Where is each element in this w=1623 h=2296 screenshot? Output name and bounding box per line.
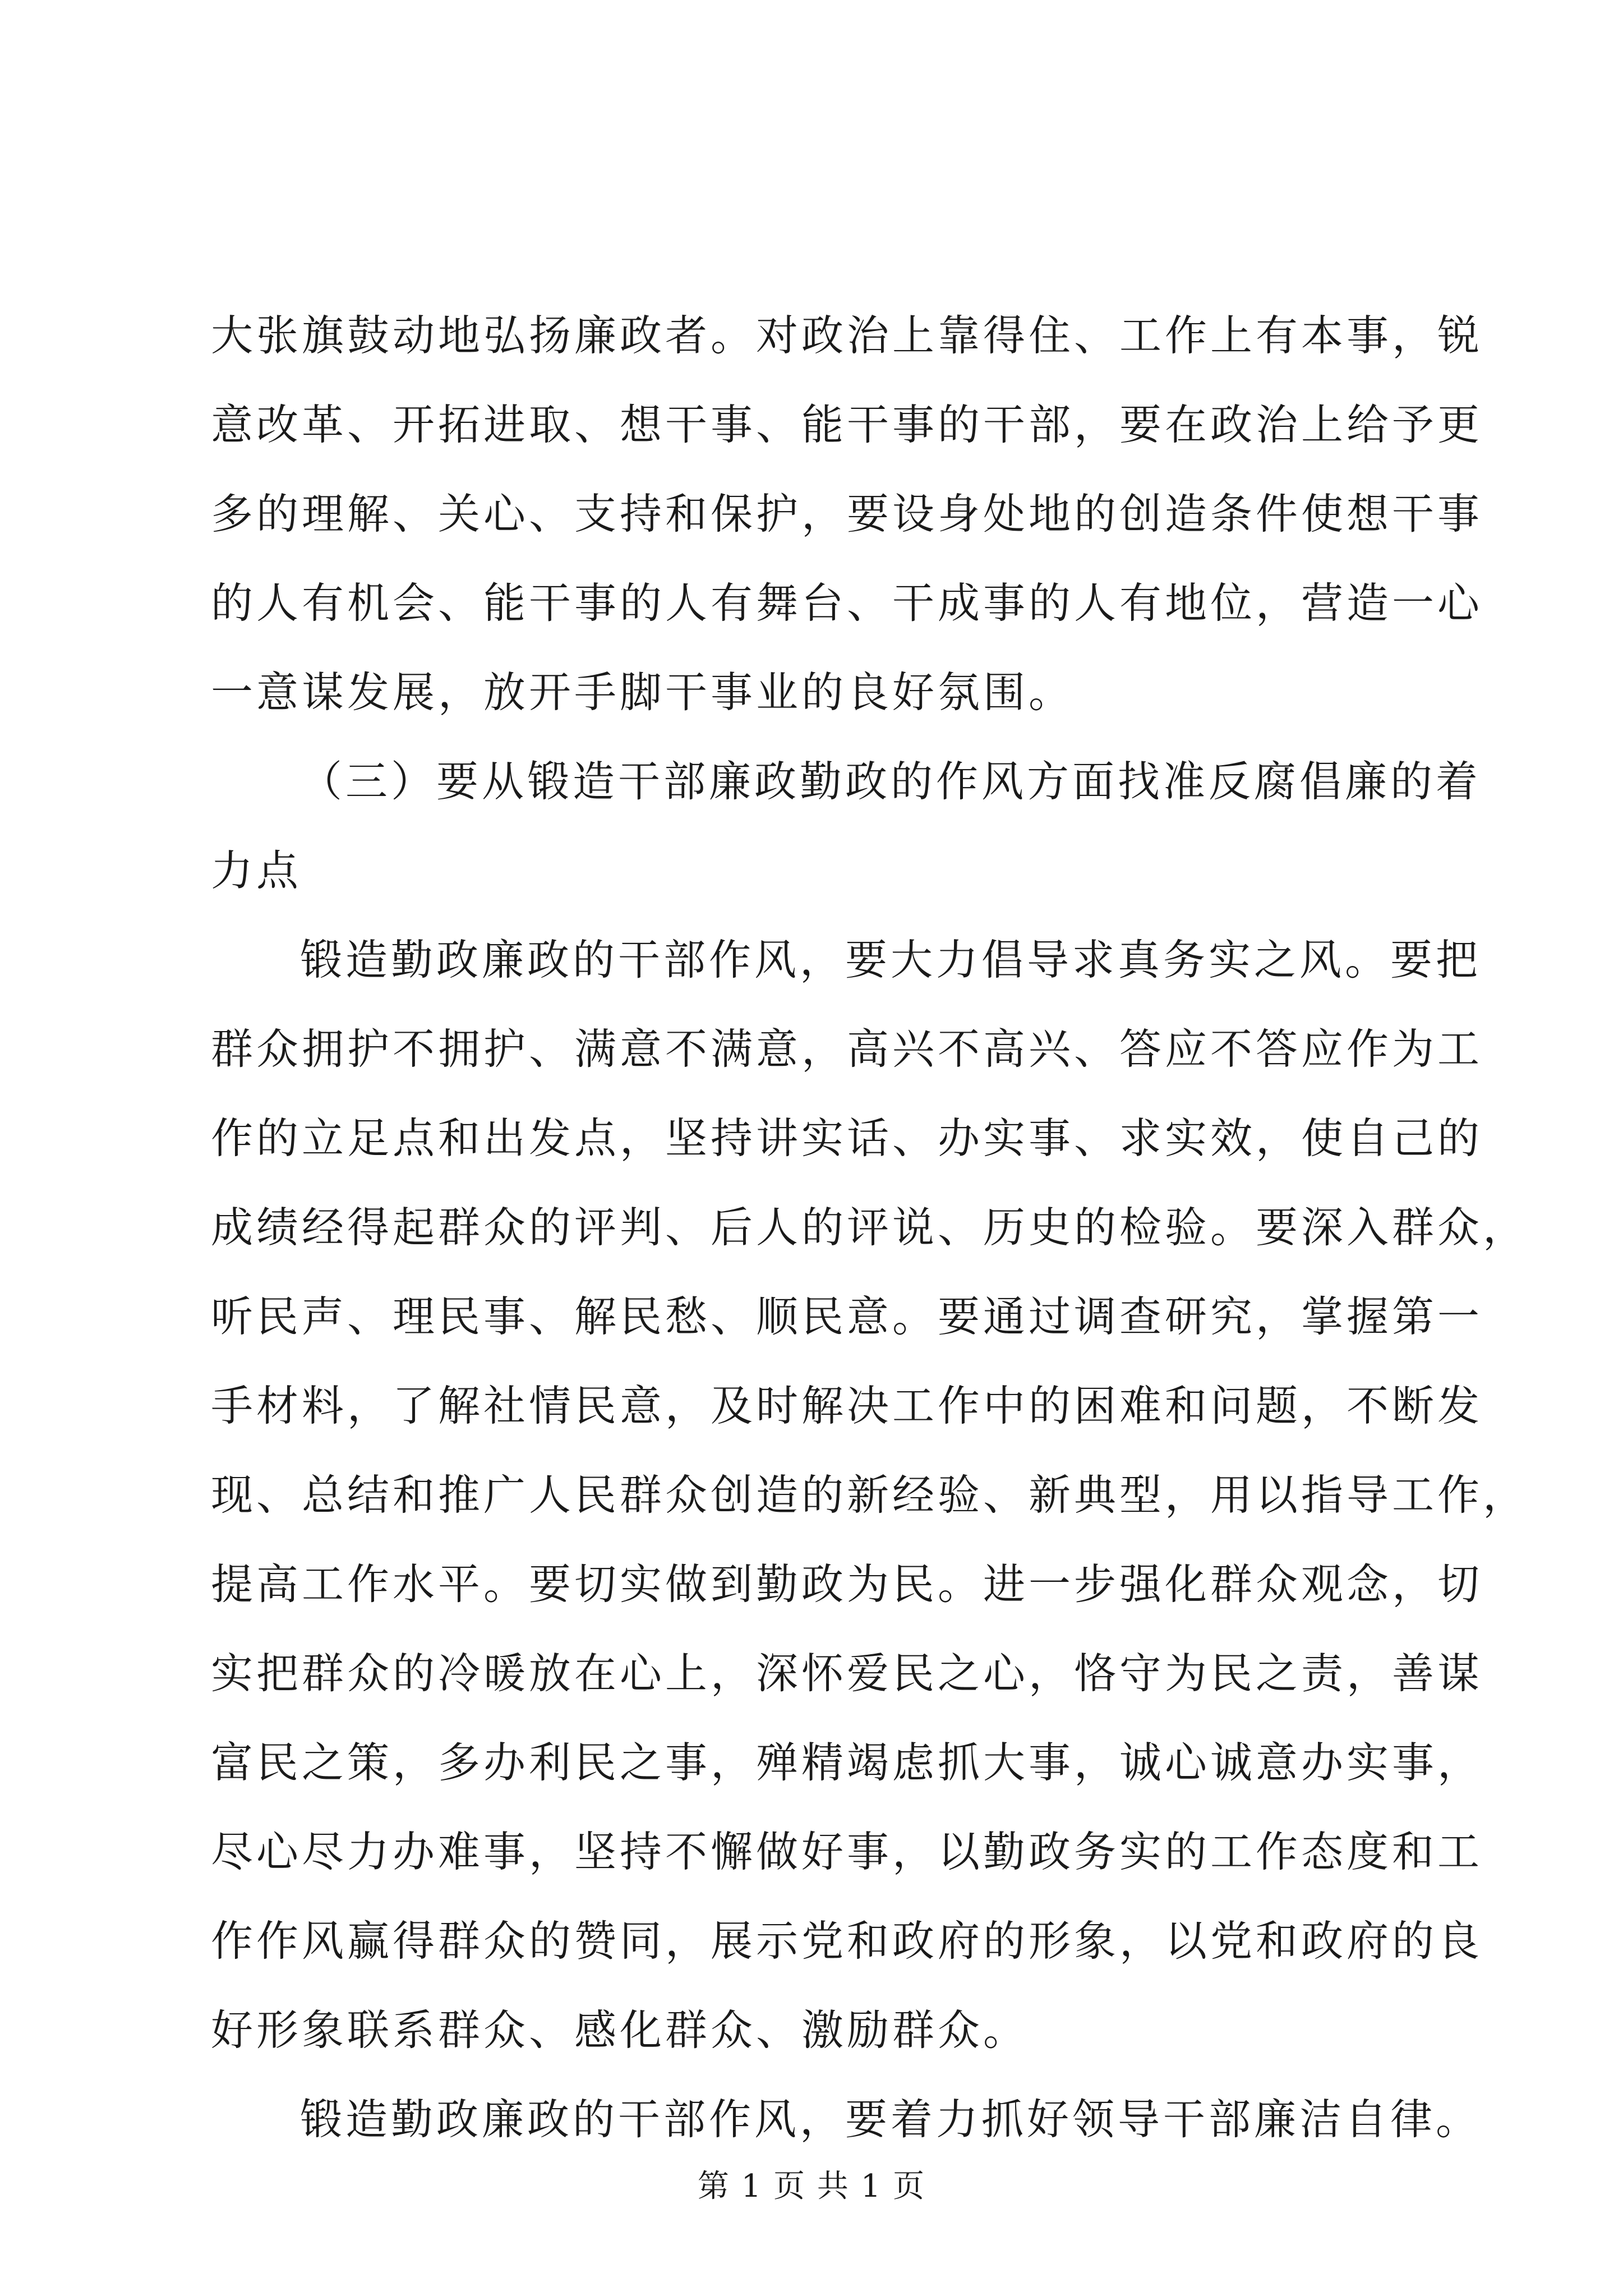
text-line: 尽心尽力办难事，坚持不懈做好事，以勤政务实的工作态度和工: [211, 1827, 1483, 1876]
text-line: 成绩经得起群众的评判、后人的评说、历史的检验。要深入群众，: [211, 1203, 1529, 1252]
text-line: 手材料，了解社情民意，及时解决工作中的困难和问题，不断发: [211, 1381, 1483, 1430]
page-number-footer: 第 1 页 共 1 页: [697, 2168, 926, 2205]
text-line: 多的理解、关心、支持和保护，要设身处地的创造条件使想干事: [211, 489, 1483, 539]
text-line: 意改革、开拓进取、想干事、能干事的干部，要在政治上给予更: [211, 400, 1483, 449]
text-line: 大张旗鼓动地弘扬廉政者。对政治上靠得住、工作上有本事，锐: [211, 311, 1483, 360]
text-line: 的人有机会、能干事的人有舞台、干成事的人有地位，营造一心: [211, 578, 1483, 628]
text-line: 锻造勤政廉政的干部作风，要着力抓好领导干部廉洁自律。: [300, 2095, 1482, 2144]
text-line: 好形象联系群众、感化群众、激励群众。: [211, 2005, 1029, 2055]
text-line: 现、总结和推广人民群众创造的新经验、新典型，用以指导工作，: [211, 1470, 1529, 1520]
text-line: 提高工作水平。要切实做到勤政为民。进一步强化群众观念，切: [211, 1559, 1483, 1609]
text-line: 实把群众的冷暖放在心上，深怀爱民之心，恪守为民之责，善谋: [211, 1649, 1483, 1698]
section-heading: （三）要从锻造干部廉政勤政的作风方面找准反腐倡廉的着: [300, 757, 1482, 806]
text-line: 锻造勤政廉政的干部作风，要大力倡导求真务实之风。要把: [300, 935, 1482, 984]
text-line: 群众拥护不拥护、满意不满意，高兴不高兴、答应不答应作为工: [211, 1024, 1483, 1074]
text-line: 一意谋发展，放开手脚干事业的良好氛围。: [211, 668, 1075, 717]
text-line: 富民之策，多办利民之事，殚精竭虑抓大事，诚心诚意办实事，: [211, 1738, 1483, 1787]
section-heading: 力点: [211, 846, 302, 895]
text-line: 作的立足点和出发点，坚持讲实话、办实事、求实效，使自己的: [211, 1114, 1483, 1163]
text-line: 听民声、理民事、解民愁、顺民意。要通过调查研究，掌握第一: [211, 1292, 1483, 1341]
text-line: 作作风赢得群众的赞同，展示党和政府的形象，以党和政府的良: [211, 1916, 1483, 1966]
